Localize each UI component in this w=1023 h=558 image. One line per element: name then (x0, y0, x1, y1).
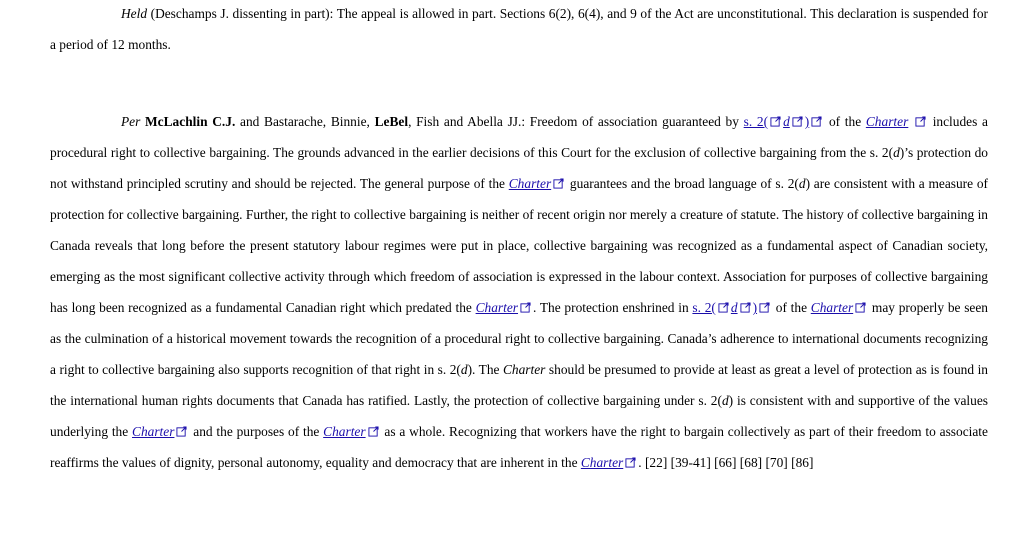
per-label: Per (121, 114, 141, 129)
external-link-icon[interactable] (368, 426, 379, 437)
judge-lebel: LeBel (374, 114, 409, 129)
held-label: Held (121, 6, 148, 21)
external-link-icon (740, 302, 751, 313)
held-text: (Deschamps J. dissenting in part): The appeal is allowed in part. Sections 6(2), 6(4), and 9 of the Act are unconstitutional. This declaration is suspended for a period of 12 months. (50, 6, 988, 52)
charter-link[interactable]: Charter (865, 114, 909, 129)
judge-mclachlin: McLachlin C.J. (145, 114, 236, 129)
charter-link[interactable]: Charter (580, 455, 624, 470)
external-link-icon[interactable] (811, 116, 822, 127)
s2d-link[interactable]: s. 2( d ) (692, 300, 758, 315)
charter-link[interactable]: Charter (810, 300, 854, 315)
charter-link[interactable]: Charter (132, 424, 175, 439)
external-link-icon[interactable] (915, 116, 926, 127)
external-link-icon[interactable] (855, 302, 866, 313)
external-link-icon[interactable] (625, 457, 636, 468)
external-link-icon[interactable] (176, 426, 187, 437)
held-paragraph (50, 0, 988, 60)
charter-link[interactable]: Charter (323, 424, 366, 439)
external-link-icon (792, 116, 803, 127)
charter-link[interactable]: Charter (475, 300, 519, 315)
external-link-icon (770, 116, 781, 127)
external-link-icon[interactable] (759, 302, 770, 313)
per-paragraph: Per McLachlin C.J. and Bastarache, Binnie, LeBel, Fish and Abella JJ.: Freedom of association guaranteed by s. 2( d ) of the Charter includes a procedural right to collective bargaining. The grounds advanced in the earlier decisions of this Court for the exclusion of collective bargaining from the s. 2(d)’s protection do not withstand principled scrutiny and should be rejected. The general purpose of the Charter guarantees and the broad language of s. 2(d) are consistent with a measure of protection for collective bargaining. Further, the right to collective bargaining is neither of recent origin nor merely a creature of statute. The history of collective bargaining in Canada reveals that long before the present statutory labour regimes were put in place, collective bargaining was recognized as a fundamental aspect of Canadian society, emerging as the most significant collective activity through which freedom of association is expressed in the labour context. Association for purposes of collective bargaining has long been recognized as a fundamental Canadian right which predated the Charter . The protection enshrined in s. 2( d ) of the Charter may properly be seen as the culmination of a historical movement towards the recognition of a procedural right to collective bargaining. Canada’s adherence to international documents recognizing a right to collective bargaining also supports recognition of that right in s. 2(d). The Charter should be presumed to provide at least as great a level of protection as is found in the international human rights documents that Canada has ratified. Lastly, the protection of collective bargaining under s. 2(d) is consistent with and supportive of the values underlying the Charter and the purposes of the Charter as a whole. Recognizing that workers have the right to bargain collectively as part of their freedom to associate reaffirms the values of dignity, personal autonomy, equality and democracy that are inherent in the Charter . [22] [39-41] [66] [68] [70] [86] (50, 114, 989, 470)
charter-link[interactable]: Charter (508, 176, 552, 191)
s2d-link[interactable]: s. 2( d ) (743, 114, 810, 129)
external-link-icon (718, 302, 729, 313)
external-link-icon[interactable] (553, 178, 564, 189)
external-link-icon[interactable] (520, 302, 531, 313)
